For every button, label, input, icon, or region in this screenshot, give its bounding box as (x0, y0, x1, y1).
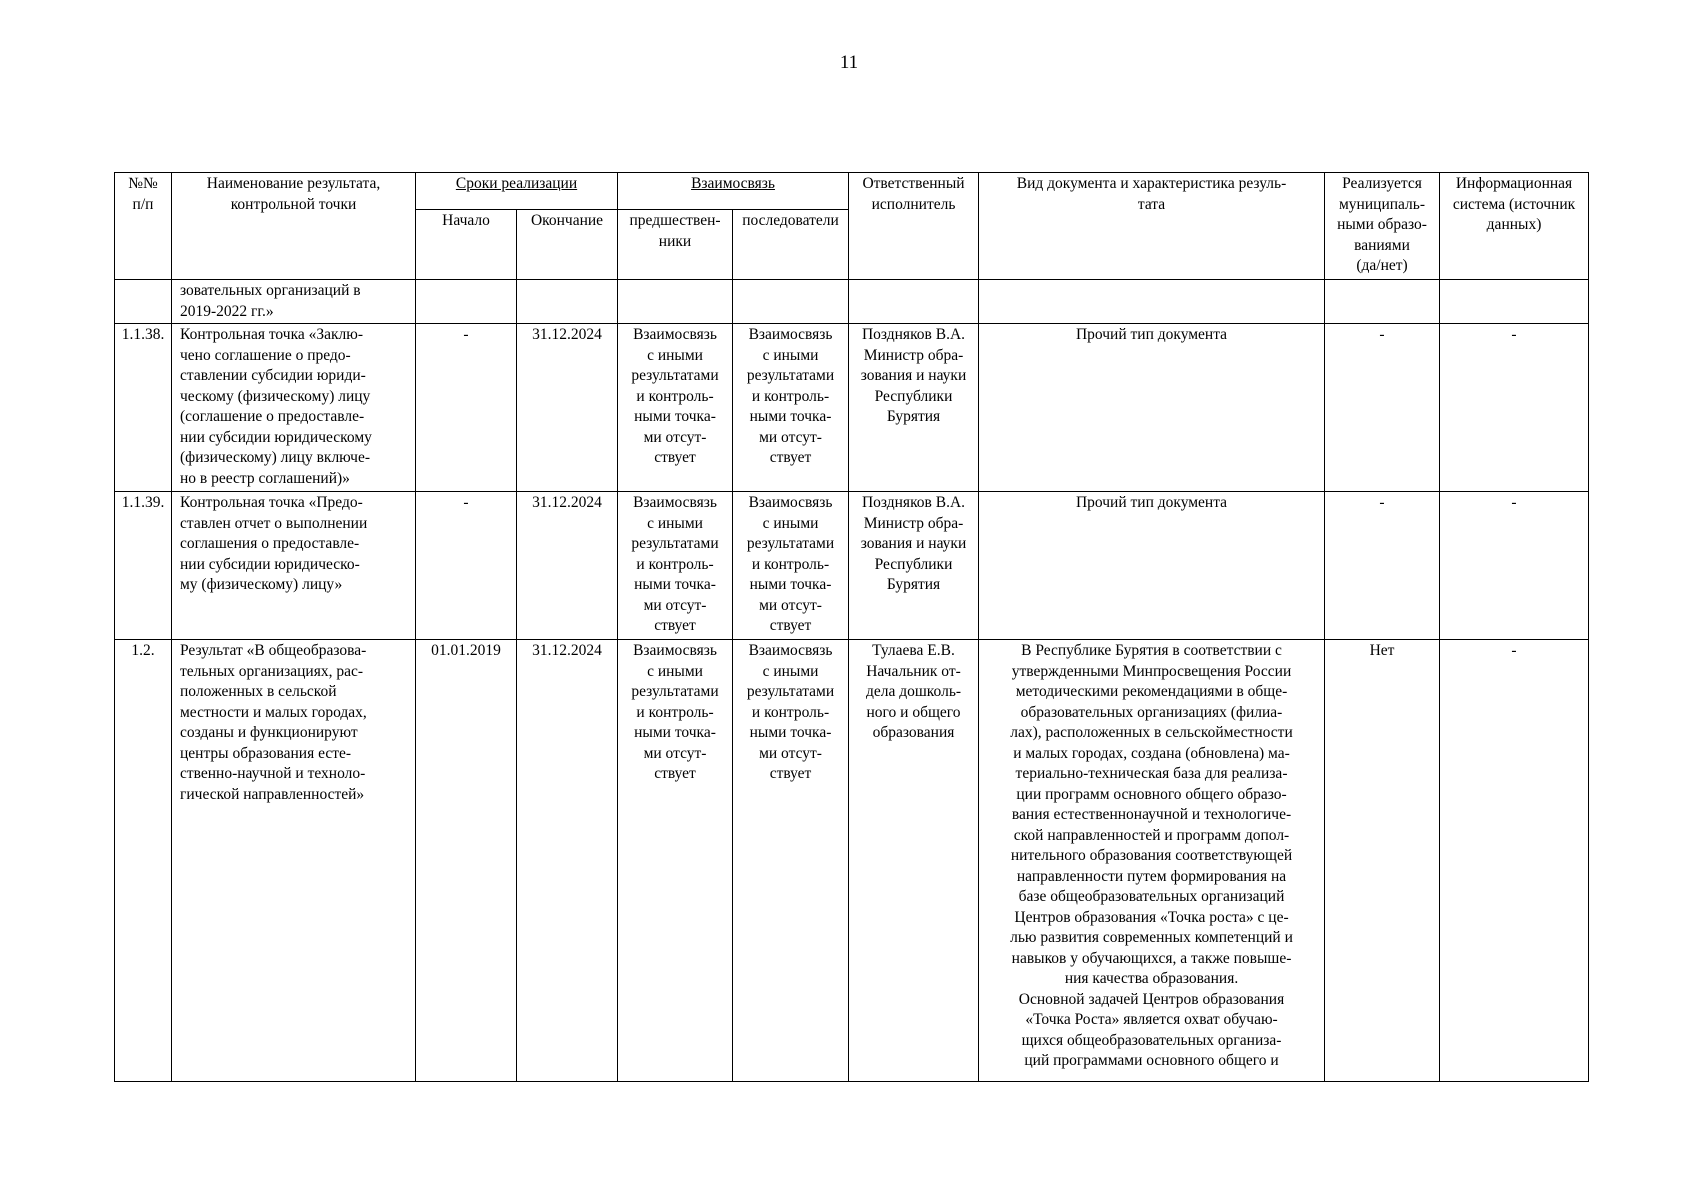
row-end: 31.12.2024 (517, 324, 618, 492)
header-relation-group: Взаимосвязь (618, 173, 849, 210)
header-start: Начало (416, 210, 517, 280)
results-table (114, 172, 1589, 1082)
row-name: Результат «В общеобразова- тельных организациях, рас- положенных в сельской местности и малых городах, созданы и функционируют центры образования есте- ственно-научной и техноло- гической направленностей» (172, 640, 416, 1082)
row-info: - (1440, 324, 1589, 492)
row-num: 1.2. (115, 640, 172, 1082)
row-predecessors: Взаимосвязь с иными результатами и контроль- ными точка- ми отсут- ствует (618, 324, 733, 492)
header-terms-group: Сроки реализации (416, 173, 618, 210)
row-responsible: Тулаева Е.В. Начальник от- дела дошколь- ного и общего образования (849, 640, 979, 1082)
row-responsible: Поздняков В.А. Министр обра- зования и науки Республики Бурятия (849, 324, 979, 492)
row-predecessors (618, 280, 733, 324)
row-num: 1.1.39. (115, 492, 172, 640)
row-successors: Взаимосвязь с иными результатами и контроль- ными точка- ми отсут- ствует (733, 640, 849, 1082)
row-end: 31.12.2024 (517, 640, 618, 1082)
row-doc: В Республике Бурятия в соответствии с утвержденными Минпросвещения России методическими рекомендациями в обще- образовательных организациях (филиа- лах), расположенных в сельскойместности и малых городах, создана (обновлена) ма- териально-техническая база для реализа- ции программ основного общего образо- вания естественнонаучной и технологиче- ской направленностей и программ допол- нительного образования соответствующей направленности путем формирования на базе общеобразовательных организаций Центров образования «Точка роста» с це- лью развития современных компетенций и навыков у обучающихся, а также повыше- ния качества образования. Основной задачей Центров образования «Точка Роста» является охват обучаю- щихся общеобразовательных организа- ций программами основного общего и (979, 640, 1325, 1082)
row-doc (979, 280, 1325, 324)
row-start: - (416, 492, 517, 640)
header-doc-type: Вид документа и характеристика резуль- тата (979, 173, 1325, 280)
header-num: №№ п/п (115, 173, 172, 280)
row-info: - (1440, 492, 1589, 640)
row-responsible: Поздняков В.А. Министр обра- зования и науки Республики Бурятия (849, 492, 979, 640)
row-end (517, 280, 618, 324)
header-successors: последователи (733, 210, 849, 280)
table-row (115, 280, 1589, 324)
row-info: - (1440, 640, 1589, 1082)
row-successors: Взаимосвязь с иными результатами и контроль- ными точка- ми отсут- ствует (733, 492, 849, 640)
row-doc: Прочий тип документа (979, 492, 1325, 640)
table-row (115, 640, 1589, 1082)
row-start: 01.01.2019 (416, 640, 517, 1082)
table-header-row-1 (115, 173, 1589, 210)
row-num (115, 280, 172, 324)
row-name: Контрольная точка «Предо- ставлен отчет о выполнении соглашения о предоставле- нии субсидии юридическо- му (физическому) лицу» (172, 492, 416, 640)
row-municipal (1325, 280, 1440, 324)
row-start: - (416, 324, 517, 492)
row-info (1440, 280, 1589, 324)
row-municipal: - (1325, 492, 1440, 640)
header-name: Наименование результата, контрольной точки (172, 173, 416, 280)
table-row (115, 492, 1589, 640)
table-row (115, 324, 1589, 492)
row-municipal: Нет (1325, 640, 1440, 1082)
row-predecessors: Взаимосвязь с иными результатами и контроль- ными точка- ми отсут- ствует (618, 640, 733, 1082)
row-start (416, 280, 517, 324)
row-num: 1.1.38. (115, 324, 172, 492)
row-predecessors: Взаимосвязь с иными результатами и контроль- ными точка- ми отсут- ствует (618, 492, 733, 640)
header-end: Окончание (517, 210, 618, 280)
row-successors (733, 280, 849, 324)
row-name: Контрольная точка «Заклю- чено соглашение о предо- ставлении субсидии юриди- ческому (физическому) лицу (соглашение о предоставле- нии субсидии юридическому (физическому) лицу включе- но в реестр соглашений)» (172, 324, 416, 492)
page-number: 11 (839, 52, 859, 73)
header-predecessors: предшествен- ники (618, 210, 733, 280)
header-responsible: Ответственный исполнитель (849, 173, 979, 280)
row-end: 31.12.2024 (517, 492, 618, 640)
header-info-system: Информационная система (источник данных) (1440, 173, 1589, 280)
header-municipal: Реализуется муниципаль- ными образо- ваниями (да/нет) (1325, 173, 1440, 280)
row-name: зовательных организаций в 2019-2022 гг.» (172, 280, 416, 324)
row-doc: Прочий тип документа (979, 324, 1325, 492)
row-successors: Взаимосвязь с иными результатами и контроль- ными точка- ми отсут- ствует (733, 324, 849, 492)
row-responsible (849, 280, 979, 324)
row-municipal: - (1325, 324, 1440, 492)
